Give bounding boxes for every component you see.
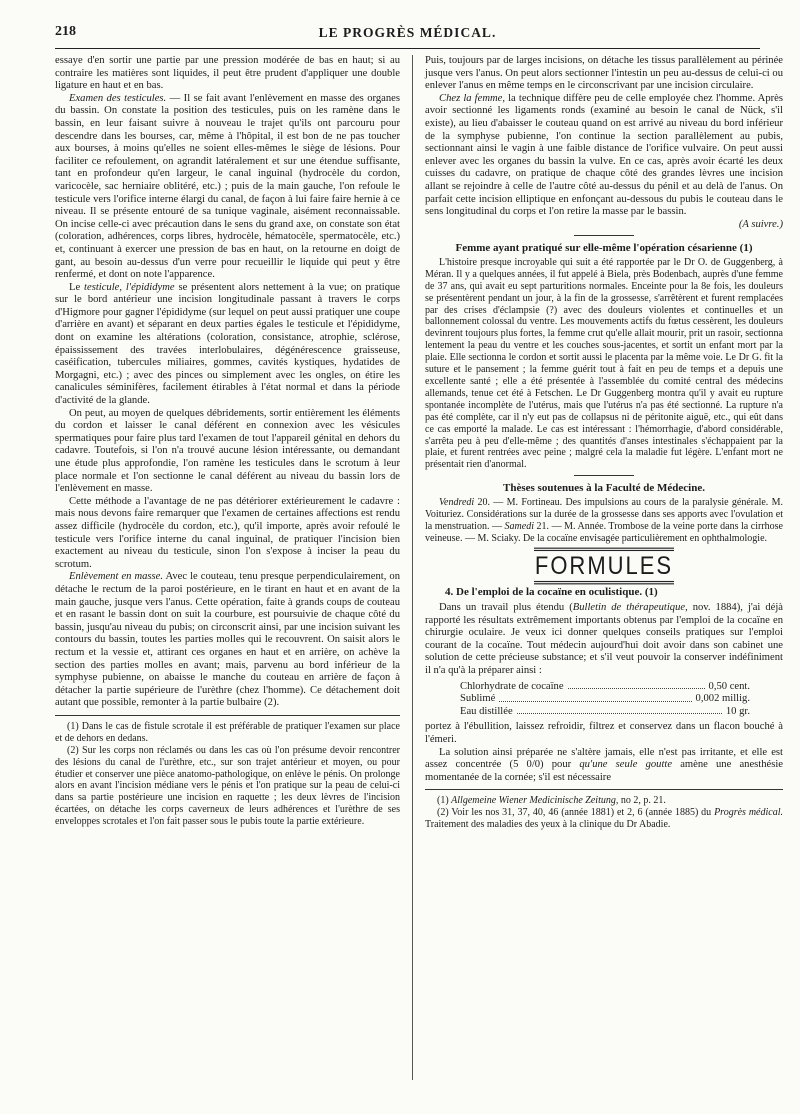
footnote	[425, 807, 783, 831]
section-rule	[574, 235, 634, 236]
paragraph-theses	[425, 497, 783, 545]
paragraph: On peut, au moyen de quelques débridements, sortir entièrement les éléments du cordon et laisser le canal déférent en connexion avec les vésicules spermatiques pour faire plus tard l'examen de tout l'appareil génital en dehors du cadavre. Toutefois, si l'on n'a trouvé aucune lésion intéressante, ou demandant une étude plus approfondie, l'on ramène les testicules dans le scrotum à leur place normale et l'on sectionne le canal déférent au niveau du bassin lors de l'enlèvement en masse.	[55, 407, 400, 495]
run-in-heading: Examen des testicules.	[69, 92, 167, 104]
leader-dots	[568, 681, 705, 690]
footnotes-left	[55, 721, 400, 828]
paragraph-enlevement	[55, 571, 400, 710]
page-header	[55, 22, 760, 49]
footnote-text: (2) Voir les nos 31, 37, 40, 46 (année 1881) et 2, 6 (année 1885) du	[437, 807, 715, 819]
ingredient-name: Eau distillée	[460, 705, 513, 717]
left-column	[55, 55, 400, 828]
footnote-text: Traitement des maladies des yeux à la clinique du Dr Abadie.	[425, 819, 671, 831]
ingredient-quantity: 0,002 millig.	[695, 693, 750, 705]
paragraph-text: La solution ainsi préparée ne s'altère jamais, elle n'est pas irritante, et elle est assez concentrée (5 0/0) pour	[425, 746, 783, 771]
paragraph-examen-testicules	[55, 93, 400, 282]
journal-citation: Allgemeine Wiener Medicinische Zeitung,	[451, 795, 619, 807]
run-in-heading: testicule, l'épididyme	[84, 281, 175, 293]
section-title-theses: Thèses soutenues à la Faculté de Médecine.	[503, 482, 705, 495]
emphasis: qu'une seule goutte	[579, 759, 673, 771]
leader-dots	[517, 706, 722, 715]
leader-dots	[499, 693, 691, 702]
section-title-cesarienne: Femme ayant pratiqué sur elle-même l'opération césarienne (1)	[455, 242, 753, 255]
paragraph-text: 21. — M. Année. Trombose de la veine porte dans la cirrhose veineuse. — M. Sciaky. De la cocaïne envisagée particulièrement en ophthalmologie.	[425, 520, 783, 544]
paragraph-cocaine	[425, 602, 783, 678]
paragraph-testicule	[55, 282, 400, 408]
footnotes-right	[425, 795, 783, 831]
day-label: Vendredi	[439, 496, 475, 508]
footnote-marker: (1)	[437, 795, 452, 807]
paragraph	[425, 747, 783, 785]
paragraph-text: la technique diffère peu de celle employée chez l'homme. Après avoir sectionné les ligaments ronds (examiné au besoin le canal de Nück, s'il existe), au lieu d'abaisser le couteau quand on est arrivé au niveau du bord inférieur de la symphyse pubienne, l'on continue la section parallèlement au pubis, sectionnant ainsi le vagin à une faible distance de l'orifice vulvaire. On peut aussi enlever avec les organes du bassin la vulve. En ce cas, après avoir écarté les deux cuisses du cadavre, on pratique de chaque côté des grandes lèvres une incision allant se rejoindre à celle de l'autre côté au-dessus du pénil et au delà de l'anus. On parfait cette incision elliptique en enfonçant au-dessous du pubis le couteau dans le sens longitudinal du corps et l'on retire la masse par le bassin.	[425, 92, 783, 218]
formules-heading: FORMULES	[534, 548, 674, 585]
journal-citation: Bulletin de thérapeutique	[572, 602, 686, 614]
paragraph-text: — Il se fait avant l'enlèvement en masse des organes du bassin. On constate la position des testicules, puis on les ramène dans le bassin, en leur faisant suivre à nouveau le trajet qu'ils ont parcouru pour descendre dans les bourses, car, même à l'hôpital, il est bon de ne pas toucher aux bourses, à moins qu'elles ne soient elles-mêmes le siège de lésions. Pour faciliter ce refoulement, on agrandit latéralement et sur une étendue suffisante, tant en profondeur qu'en largeur, le canal inguinal (hydrocèle du cordon, varicocèle, sac herniaire oblitéré, etc.) ; puis de la main gauche, l'on refoule le testicule vers l'orifice interne élargi du canal, de façon à lui faire faire hernie à ce niveau. Il se présente entouré de sa tunique vaginale, aisément reconnaissable. On incise celle-ci avec précaution dans le sens du grand axe, on constate son état (coloration, adhérences, corps libres, hydrocèle, hématocèle, spermatocèle, etc.) et, continuant à exercer une pression de bas en haut, on la retourne en doigt de gant, au besoin au-dessus d'un verre pour recueillir le liquide qui peut y être renfermé, et dont on note l'apparence.	[55, 92, 401, 281]
day-label: Samedi	[504, 520, 534, 532]
paragraph: portez à l'ébullition, laissez refroidir, filtrez et conservez dans un flacon bouché à l'émeri.	[425, 721, 783, 745]
paragraph-cesarienne: L'histoire presque incroyable qui suit a été rapportée par le Dr O. de Guggenberg, à Méran. Il y a quelques années, il fut appelé à Biela, près Bodenbach, auprès d'une femme de 37 ans, qui avait eu sept parturitions normales. Enceinte pour la 8e fois, les douleurs se présentèrent pendant un jour, à la fin de la grossesse, s'arrêtèrent et furent remplacées par des crises d'éclampsie (?) avec des douleurs violentes et continuelles et un ballonnement colossal du ventre. Les mouvements actifs du fœtus cessèrent, les douleurs devinrent toujours plus fortes, la femme crut qu'elle allait mourir, prit un rasoir, sectionna lentement la peau du ventre et les couches sous-jacentes, et sortit un enfant mort par la plaie. Elle sectionna le cordon et sortit aussi le placenta par la même voie. Le Dr G. fit la suture et le pansement ; la femme guérit tout à fait en peu de temps et a depuis une excellente santé ; elle a été présentée à l'assemblée du comité central des médecins allemands, tenue cet été à Fetschen. Le Dr Guggenberg montra qu'il y avait eu rupture spontanée incomplète de l'utérus, mais que l'utérus n'a pas été sectionné. La rupture n'a pas été complète, car il n'y eut pas de collapsus ni de péritonite aiguë, etc., qui eût dans ce cas emporté la malade. Le cas est intéressant : l'hémorrhagie, d'abord considérable, s'arrêta peu à peu d'elle-même ; des quantités d'anses intestinales s'échappaient par la plaie, et furent rentrées avec peine ; malgré cela la maladie fut légère. L'enfant mort ne présentait rien d'anormal.	[425, 256, 783, 471]
column-divider	[412, 55, 413, 1080]
footnote-rule	[425, 789, 783, 790]
ingredient-name: Sublimé	[460, 693, 496, 705]
footnote-rule	[55, 715, 400, 716]
footnote: (1) Dans le cas de fistule scrotale il est préférable de pratiquer l'examen sur place et de dehors en dedans.	[55, 720, 400, 744]
paragraph-text: se présentent alors nettement à la vue; on pratique sur le bord antérieur une incision longitudinale passant à travers le corps d'Higmore pour gagner l'épididyme (sur lequel on peut aussi pratiquer une coupe d'arrière en avant) et séparant en deux parties égales le testicule et l'épididyme, dont on examine les altérations (coloration, consistance, atrophie, sclérose, épaississement des travées interlobulaires, dégénérescence graisseuse, caséification, tubercules miliaires, gommes, cavités kystiques, hydatides de Morgagni, etc.) ; avec des pinces ou simplement avec les ongles, on étire les canalicules séminifères, facilement étirables à l'état normal et dans la période d'activité de la glande.	[55, 281, 400, 407]
recipe-row	[460, 693, 750, 706]
journal-title: LE PROGRÈS MÉDICAL.	[318, 25, 497, 40]
article-title-cocaine: 4. De l'emploi de la cocaïne en oculistique. (1)	[445, 586, 658, 599]
paragraph-chez-la-femme	[425, 93, 783, 219]
paragraph-text: Avec le couteau, tenu presque perpendiculairement, on détache le rectum de la paroi postérieure, en le tirant en haut et en avant de la main gauche, jusque vers l'anus. Cette opération, faite à grands coups de couteau et en rasant le bassin dont on suit la courbure, est poursuivie de chaque côté du bassin, jusqu'au niveau du pubis; on circonscrit ainsi, par une incision suivant les contours du bassin, toutes les parties molles qui le recouvrent. On saisit alors le rectum et la vessie et, attirant ces organes en haut et en arrière, on achève la section des parties molles en avant; mais, parvenu au bord inférieur de la symphyse pubienne, on abaisse le manche du couteau en arrière de façon à détacher la partie supérieure de l'urèthre (chez l'homme). Ce détachement doit autant que possible, remonter à la partie bulbaire (2).	[55, 571, 400, 709]
paragraph-text: Dans un travail plus étendu (	[439, 602, 573, 614]
run-in-heading: Enlèvement en masse.	[69, 571, 164, 583]
run-in-heading: Chez la femme,	[439, 92, 505, 104]
journal-citation: Progrès médical.	[714, 807, 783, 819]
paragraph-text: amène une anesthésie momentanée de la cornée; s'il est nécessaire	[425, 759, 783, 783]
footnote-text: no 2, p. 21.	[618, 795, 666, 807]
paragraph-lead: Le	[69, 281, 85, 293]
page-number: 218	[55, 24, 76, 39]
recipe-list	[460, 681, 750, 719]
ingredient-quantity: 10 gr.	[725, 705, 750, 717]
to-be-continued: (A suivre.)	[738, 218, 783, 230]
paragraph-text: 20. — M. Fortineau. Des impulsions au cours de la paralysie générale. M. Voituriez. Considérations sur la durée de la grossesse dans ses apports avec l'ovulation et la menstruation. —	[425, 496, 783, 532]
recipe-row	[460, 706, 750, 719]
section-rule	[574, 475, 634, 476]
footnote: (2) Sur les corps non réclamés ou dans les cas où l'on présume devoir rencontrer des lésions du canal de l'urèthre, etc., sur son trajet antérieur et moyen, ou pour étudier et conserver une pièce anatomo-pathologique, on enlève le pénis. On prolonge alors en avant l'incision médiane vers le pénis et l'on pratique sur la peau de celui-ci dans sa partie postérieure une incision en raquette ; les deux lèvres de l'incision écartées, on détache les corps caverneux de leurs adhérences et l'urèthre de ses enveloppes scrotales et l'on fait passer sous le pubis toute la partie extérieure.	[55, 744, 400, 828]
paragraph-text: , nov. 1884), j'ai déjà rapporté les résultats extrêmement importants obtenus par l'emploi de la cocaïne en chirurgie oculaire. Je veux ici donner quelques conseils pratiques sur l'emploi courant de la cocaïne. Tout médecin aujourd'hui doit avoir dans son cabinet une solution de cette précieuse substance; et s'il veut pouvoir la conserver indéfiniment il n'a qu'à la préparer ainsi :	[425, 602, 783, 676]
paragraph: essaye d'en sortir une partie par une pression modérée de bas en haut; si au contraire les matières sont liquides, il peut être prudent d'appliquer une double ligature en haut et en bas.	[55, 55, 400, 92]
ingredient-name: Chlorhydrate de cocaïne	[460, 680, 564, 692]
recipe-row	[460, 681, 750, 694]
right-column	[425, 55, 783, 831]
footnote	[425, 795, 783, 807]
ingredient-quantity: 0,50 cent.	[708, 680, 750, 692]
paragraph: Cette méthode a l'avantage de ne pas détériorer extérieurement le cadavre : mais nous devons faire remarquer que l'examen de certaines affections est rendu assez difficile (hydrocèle du cordon, etc.), qu'il importe, après avoir refoulé le testicule vers l'orifice interne du canal inguinal, de pratiquer l'incision bien exactement au niveau du testicule, sinon l'on s'expose à inciser la peau du scrotum.	[55, 495, 400, 570]
paragraph: Puis, toujours par de larges incisions, on détache les tissus parallèlement au périnée jusque vers l'anus. On peut alors sectionner l'intestin un peu au-dessus de celui-ci ou enlever l'anus en même temps en le circonscrivant par une incision circulaire.	[425, 55, 783, 92]
